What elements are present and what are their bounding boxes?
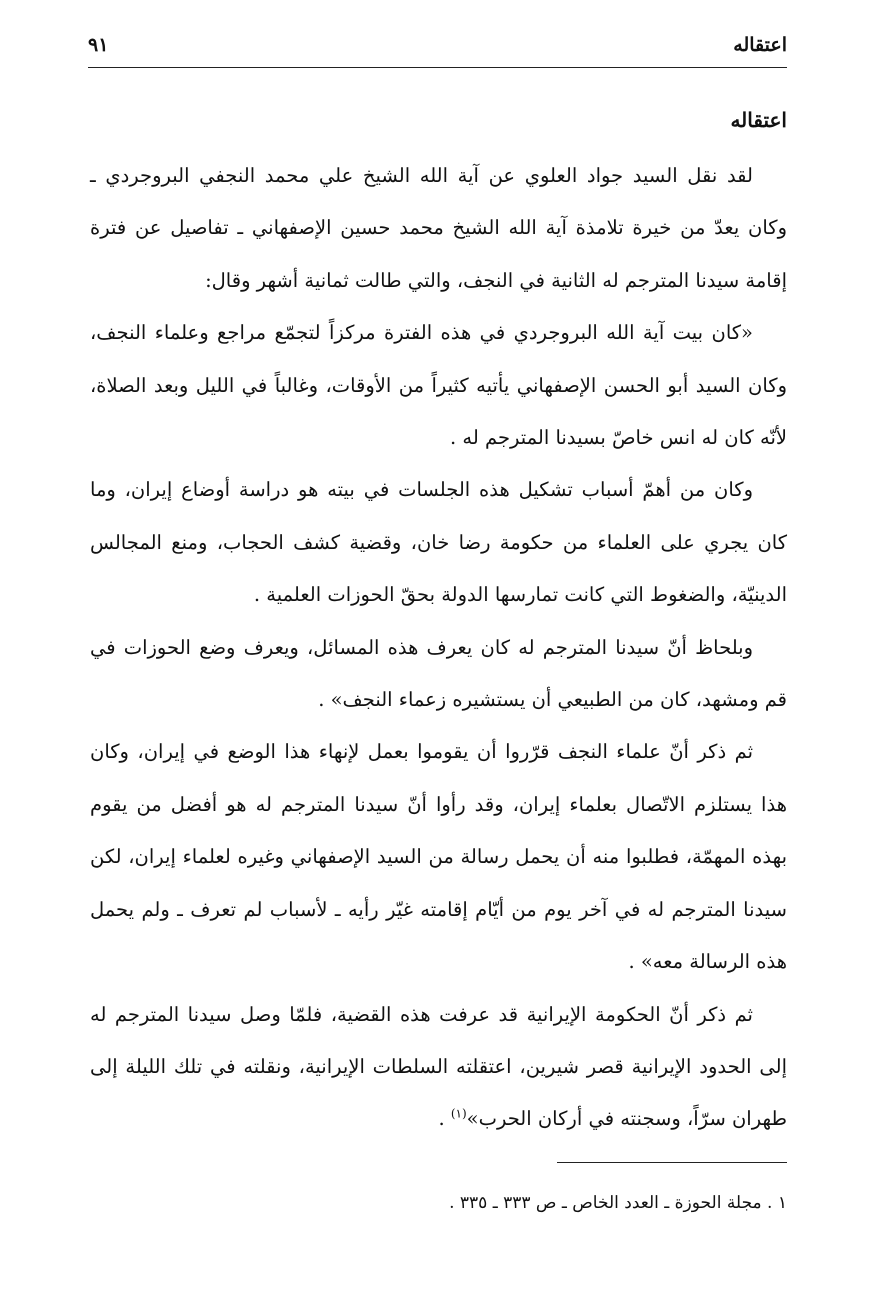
paragraph-1: لقد نقل السيد جواد العلوي عن آية الله الشيخ علي محمد النجفي البروجردي ـ وكان يعدّ من خيرة تلامذة آية الله الشيخ محمد حسين الإصفهاني ـ تفاصيل عن فترة إقامة سيدنا المترجم له الثانية في النجف، والتي طالت ثمانية أشهر وقال: bbox=[90, 164, 787, 292]
page-number: ٩١ bbox=[88, 34, 109, 56]
paragraph-2: «كان بيت آية الله البروجردي في هذه الفترة مركزاً لتجمّع مراجع وعلماء النجف، وكان السيد أبو الحسن الإصفهاني يأتيه كثيراً من الأوقات، وغالباً في الليل وبعد الصلاة، لأنّه كان له انس خاصّ بسيدنا المترجم له . bbox=[90, 321, 787, 450]
footnote: ١ . مجلة الحوزة ـ العدد الخاص ـ ص ٣٣٣ ـ ٣٣٥ . bbox=[449, 1193, 787, 1213]
running-title: اعتقاله bbox=[733, 34, 787, 56]
paragraph-6-text: ثم ذكر أنّ الحكومة الإيرانية قد عرفت هذه القضية، فلمّا وصل سيدنا المترجم له إلى الحدود الإيرانية قصر شيرين، اعتقلته السلطات الإيرانية، ونقلته في تلك الليلة إلى طهران سرّاً، وسجنته في أركان الحرب» bbox=[90, 1002, 787, 1131]
paragraph-6-tail: . bbox=[438, 1107, 451, 1131]
paragraph-4: وبلحاظ أنّ سيدنا المترجم له كان يعرف هذه المسائل، ويعرف وضع الحوزات في قم ومشهد، كان من الطبيعي أن يستشيره زعماء النجف» . bbox=[90, 635, 787, 712]
footnote-reference[interactable]: (١) bbox=[450, 1106, 467, 1121]
footnote-rule bbox=[557, 1162, 787, 1163]
header-rule bbox=[88, 67, 787, 68]
paragraph-6 bbox=[90, 989, 787, 1146]
running-header bbox=[88, 30, 787, 66]
paragraph-5: ثم ذكر أنّ علماء النجف قرّروا أن يقوموا بعمل لإنهاء هذا الوضع في إيران، وكان هذا يستلزم الاتّصال بعلماء إيران، وقد رأوا أنّ سيدنا المترجم له هو أفضل من يقوم بهذه المهمّة، فطلبوا منه أن يحمل رسالة من السيد الإصفهاني وغيره لعلماء إيران، لكن سيدنا المترجم له في آخر يوم من أيّام إقامته غيّر رأيه ـ لأسباب لم تعرف ـ ولم يحمل هذه الرسالة معه» . bbox=[90, 740, 787, 974]
main-text bbox=[90, 100, 787, 1146]
section-heading: اعتقاله bbox=[730, 108, 787, 132]
paragraph-3: وكان من أهمّ أسباب تشكيل هذه الجلسات في بيته هو دراسة أوضاع إيران، وما كان يجري على العلماء من حكومة رضا خان، وقضية كشف الحجاب، ومنع المجالس الدينيّة، والضغوط التي كانت تمارسها الدولة بحقّ الحوزات العلمية . bbox=[90, 478, 787, 607]
